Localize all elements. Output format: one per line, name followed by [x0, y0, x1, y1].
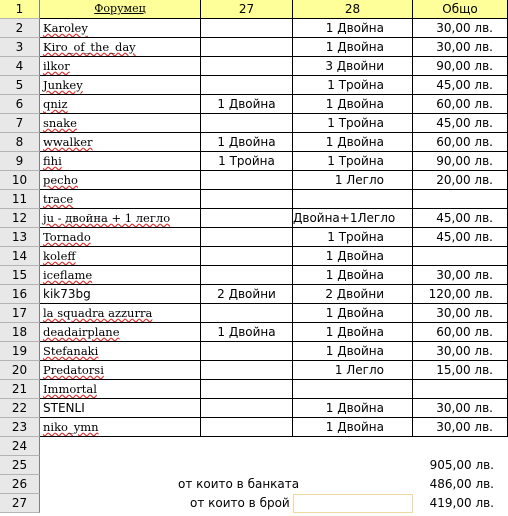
- forumets-cell[interactable]: Junkey: [40, 76, 201, 95]
- row-header[interactable]: 9: [0, 152, 40, 171]
- empty-row-24: [0, 437, 508, 456]
- row-header[interactable]: 21: [0, 380, 40, 399]
- row-header[interactable]: 23: [0, 418, 40, 437]
- day-28-cell[interactable]: 1 Двойна: [293, 247, 413, 266]
- total-cell[interactable]: 90,00 лв.: [413, 152, 508, 171]
- forumets-cell[interactable]: snake: [40, 114, 201, 133]
- total-cell[interactable]: 60,00 лв.: [413, 95, 508, 114]
- bank-label[interactable]: от които в банката: [178, 477, 300, 491]
- forumets-cell[interactable]: Karoley: [40, 19, 201, 38]
- table-row: [0, 380, 508, 399]
- day-27-cell[interactable]: 1 Двойна: [201, 95, 293, 114]
- header-row: [0, 0, 508, 19]
- row-header[interactable]: 4: [0, 57, 40, 76]
- row-header[interactable]: 25: [0, 456, 40, 475]
- forumets-cell[interactable]: pecho: [40, 171, 201, 190]
- table-row: [0, 323, 508, 342]
- forumets-cell[interactable]: fihi: [40, 152, 201, 171]
- day-27-cell[interactable]: 1 Тройна: [201, 152, 293, 171]
- day-28-cell[interactable]: 1 Двойна: [293, 266, 413, 285]
- row-header[interactable]: 8: [0, 133, 40, 152]
- forumets-cell[interactable]: trace: [40, 190, 201, 209]
- total-cell[interactable]: 15,00 лв.: [413, 361, 508, 380]
- day-28-cell[interactable]: 1 Тройна: [293, 228, 413, 247]
- total-cell[interactable]: 20,00 лв.: [413, 171, 508, 190]
- table-row: [0, 266, 508, 285]
- row-header[interactable]: 26: [0, 475, 40, 494]
- total-cell[interactable]: [413, 380, 508, 399]
- total-cell[interactable]: 90,00 лв.: [413, 57, 508, 76]
- day-28-cell[interactable]: 1 Двойна: [293, 95, 413, 114]
- row-header[interactable]: 10: [0, 171, 40, 190]
- day-27-cell[interactable]: [201, 209, 293, 228]
- forumets-cell[interactable]: kik73bg: [40, 285, 201, 304]
- forumets-cell[interactable]: iceflame: [40, 266, 201, 285]
- column-header-27[interactable]: 27: [201, 0, 293, 19]
- day-27-cell[interactable]: [201, 266, 293, 285]
- total-cell[interactable]: 45,00 лв.: [413, 209, 508, 228]
- forumets-cell[interactable]: ju - двойна + 1 легло: [40, 209, 201, 228]
- row-header[interactable]: 17: [0, 304, 40, 323]
- cash-label[interactable]: от които в брой: [190, 496, 290, 510]
- row-header[interactable]: 6: [0, 95, 40, 114]
- total-cell[interactable]: 30,00 лв.: [413, 418, 508, 437]
- day-28-cell[interactable]: 1 Легло: [293, 361, 413, 380]
- table-row: [0, 38, 508, 57]
- grand-total-cell[interactable]: 905,00 лв.: [429, 458, 494, 472]
- forumets-cell[interactable]: deadairplane: [40, 323, 201, 342]
- table-row: [0, 361, 508, 380]
- forumets-cell[interactable]: niko_ymn: [40, 418, 201, 437]
- column-header-forumets[interactable]: Форумец: [40, 0, 201, 19]
- total-cell[interactable]: [413, 247, 508, 266]
- bank-total-row: [0, 475, 508, 494]
- total-cell[interactable]: 45,00 лв.: [413, 114, 508, 133]
- forumets-cell[interactable]: la squadra azzurra: [40, 304, 201, 323]
- day-28-cell[interactable]: 1 Легло: [293, 171, 413, 190]
- day-28-cell[interactable]: 2 Двойни: [293, 285, 413, 304]
- grand-total-row: [0, 456, 508, 475]
- day-27-cell[interactable]: [201, 247, 293, 266]
- forumets-cell[interactable]: wwalker: [40, 133, 201, 152]
- table-row: [0, 342, 508, 361]
- table-row: [0, 114, 508, 133]
- day-27-cell[interactable]: [201, 342, 293, 361]
- row-header[interactable]: 18: [0, 323, 40, 342]
- row-header[interactable]: 1: [0, 0, 40, 19]
- day-28-cell[interactable]: 1 Двойна: [293, 304, 413, 323]
- day-27-cell[interactable]: 1 Двойна: [201, 133, 293, 152]
- row-header[interactable]: 3: [0, 38, 40, 57]
- day-28-cell[interactable]: 1 Двойна: [293, 323, 413, 342]
- day-27-cell[interactable]: [201, 380, 293, 399]
- row-header[interactable]: 15: [0, 266, 40, 285]
- table-row: [0, 209, 508, 228]
- day-27-cell[interactable]: [201, 114, 293, 133]
- column-header-28[interactable]: 28: [293, 0, 413, 19]
- day-27-cell[interactable]: [201, 171, 293, 190]
- day-27-cell[interactable]: [201, 418, 293, 437]
- selected-cell[interactable]: [293, 494, 413, 513]
- total-cell[interactable]: 120,00 лв.: [413, 285, 508, 304]
- table-row: [0, 95, 508, 114]
- table-row: [0, 228, 508, 247]
- row-header[interactable]: 2: [0, 19, 40, 38]
- day-27-cell[interactable]: [201, 304, 293, 323]
- row-header[interactable]: 14: [0, 247, 40, 266]
- table-row: [0, 285, 508, 304]
- row-header[interactable]: 12: [0, 209, 40, 228]
- row-header[interactable]: 13: [0, 228, 40, 247]
- day-28-cell[interactable]: 3 Двойни: [293, 57, 413, 76]
- day-27-cell[interactable]: [201, 19, 293, 38]
- row-header[interactable]: 22: [0, 399, 40, 418]
- table-row: [0, 247, 508, 266]
- day-28-cell[interactable]: 1 Двойна: [293, 133, 413, 152]
- total-cell[interactable]: 30,00 лв.: [413, 38, 508, 57]
- row-header[interactable]: 11: [0, 190, 40, 209]
- total-cell[interactable]: 45,00 лв.: [413, 76, 508, 95]
- day-27-cell[interactable]: [201, 228, 293, 247]
- forumets-cell[interactable]: Stefanaki: [40, 342, 201, 361]
- table-row: [0, 152, 508, 171]
- total-cell[interactable]: [413, 190, 508, 209]
- table-row: [0, 190, 508, 209]
- day-27-cell[interactable]: [201, 38, 293, 57]
- day-27-cell[interactable]: [201, 57, 293, 76]
- bank-total-cell[interactable]: 486,00 лв.: [429, 477, 494, 491]
- row-header[interactable]: 16: [0, 285, 40, 304]
- table-row: [0, 57, 508, 76]
- total-cell[interactable]: 60,00 лв.: [413, 323, 508, 342]
- forumets-cell[interactable]: Kiro_of_the_day: [40, 38, 201, 57]
- forumets-cell[interactable]: qniz: [40, 95, 201, 114]
- cash-total-row: [0, 494, 508, 513]
- forumets-cell[interactable]: ilkor: [40, 57, 201, 76]
- forumets-cell[interactable]: STENLI: [40, 399, 201, 418]
- table-row: [0, 304, 508, 323]
- table-row: [0, 76, 508, 95]
- day-27-cell[interactable]: [201, 361, 293, 380]
- day-28-cell[interactable]: 1 Двойна: [293, 418, 413, 437]
- day-28-cell[interactable]: 1 Двойна: [293, 342, 413, 361]
- day-28-cell[interactable]: 1 Двойна: [293, 19, 413, 38]
- total-cell[interactable]: 30,00 лв.: [413, 342, 508, 361]
- day-28-cell[interactable]: 1 Тройна: [293, 76, 413, 95]
- cash-total-cell[interactable]: 419,00 лв.: [429, 496, 494, 510]
- day-27-cell[interactable]: 2 Двойни: [201, 285, 293, 304]
- row-header[interactable]: 24: [0, 437, 40, 456]
- day-27-cell[interactable]: [201, 399, 293, 418]
- day-27-cell[interactable]: [201, 190, 293, 209]
- day-28-cell[interactable]: 1 Тройна: [293, 152, 413, 171]
- table-row: [0, 19, 508, 38]
- total-cell[interactable]: 30,00 лв.: [413, 399, 508, 418]
- day-28-cell[interactable]: [293, 190, 413, 209]
- day-27-cell[interactable]: 1 Двойна: [201, 323, 293, 342]
- row-header[interactable]: 19: [0, 342, 40, 361]
- table-row: [0, 418, 508, 437]
- forumets-cell[interactable]: Predatorsi: [40, 361, 201, 380]
- day-28-cell[interactable]: 1 Двойна: [293, 38, 413, 57]
- column-header-total[interactable]: Общо: [413, 0, 508, 19]
- row-header[interactable]: 27: [0, 494, 40, 513]
- total-cell[interactable]: 30,00 лв.: [413, 304, 508, 323]
- total-cell[interactable]: 30,00 лв.: [413, 19, 508, 38]
- row-header[interactable]: 5: [0, 76, 40, 95]
- total-cell[interactable]: 45,00 лв.: [413, 228, 508, 247]
- day-28-cell[interactable]: 1 Двойна: [293, 399, 413, 418]
- total-cell[interactable]: 30,00 лв.: [413, 266, 508, 285]
- forumets-cell[interactable]: Tornado: [40, 228, 201, 247]
- day-28-cell[interactable]: [293, 380, 413, 399]
- forumets-cell[interactable]: koleff: [40, 247, 201, 266]
- forumets-cell[interactable]: Immortal: [40, 380, 201, 399]
- row-header[interactable]: 7: [0, 114, 40, 133]
- day-27-cell[interactable]: [201, 76, 293, 95]
- table-row: [0, 399, 508, 418]
- table-row: [0, 171, 508, 190]
- row-header[interactable]: 20: [0, 361, 40, 380]
- total-cell[interactable]: 60,00 лв.: [413, 133, 508, 152]
- table-row: [0, 133, 508, 152]
- day-28-cell[interactable]: 1 Тройна: [293, 114, 413, 133]
- day-28-cell[interactable]: Двойна+1Легло: [293, 209, 413, 228]
